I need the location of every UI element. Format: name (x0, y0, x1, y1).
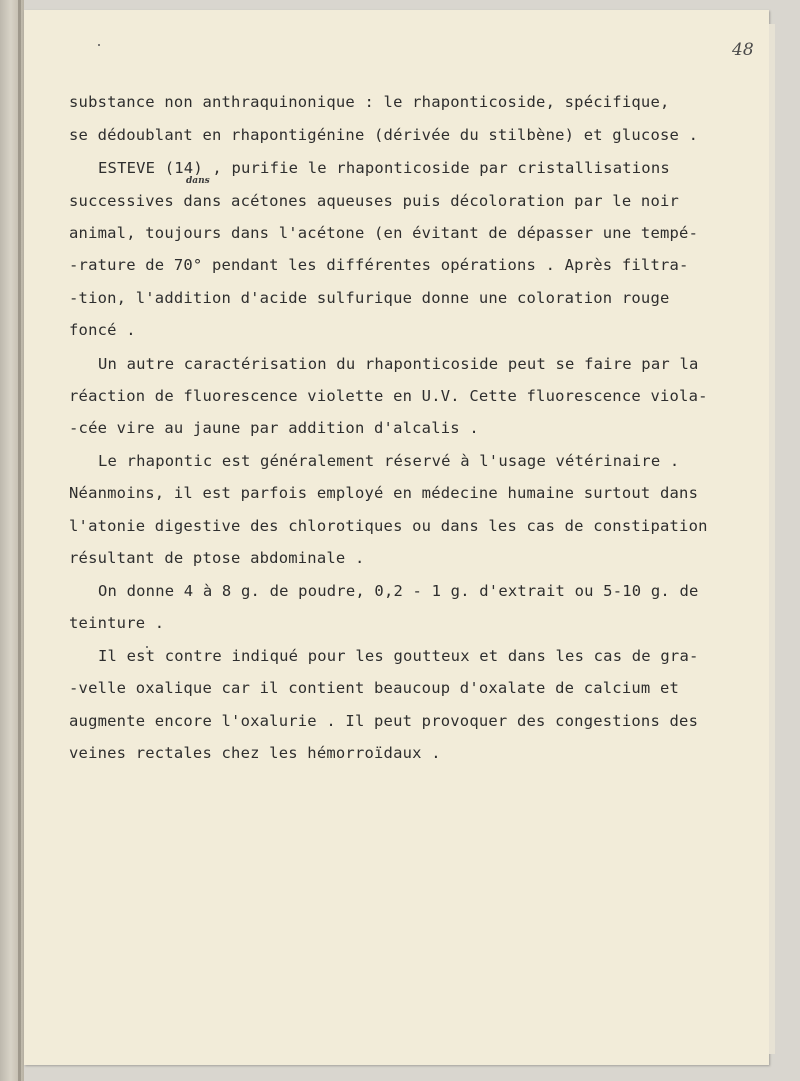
text-line: Le rhapontic est généralement réservé à l'usage vétérinaire . (98, 452, 680, 470)
text-line: Il est contre indiqué pour les goutteux et dans les cas de gra- (98, 647, 699, 665)
text-line: résultant de ptose abdominale . (69, 549, 365, 567)
text-line: veines rectales chez les hémorroïdaux . (69, 744, 441, 762)
binding-edge (18, 0, 21, 1081)
text-line: augmente encore l'oxalurie . Il peut provoquer des congestions des (69, 712, 699, 730)
text-line: l'atonie digestive des chlorotiques ou dans les cas de constipation (69, 517, 708, 535)
text-line: successives dans acétones aqueuses puis décoloration par le noir (69, 192, 680, 210)
text-line: animal, toujours dans l'acétone (en évitant de dépasser une tempé- (69, 224, 699, 242)
text-line: ESTEVE (14) , purifie le rhaponticoside par cristallisations (98, 159, 670, 177)
text-line: -velle oxalique car il contient beaucoup d'oxalate de calcium et (69, 679, 680, 697)
page-number: 48 (732, 40, 754, 60)
text-line: -cée vire au jaune par addition d'alcalis . (69, 419, 479, 437)
text-line: Un autre caractérisation du rhaponticoside peut se faire par la (98, 355, 699, 373)
document-page (24, 10, 769, 1065)
text-line: teinture . (69, 614, 165, 632)
text-line: Néanmoins, il est parfois employé en médecine humaine surtout dans (69, 484, 699, 502)
text-line: substance non anthraquinonique : le rhaponticoside, spécifique, (69, 93, 670, 111)
ink-speck (98, 44, 100, 46)
text-line: -tion, l'addition d'acide sulfurique donne une coloration rouge (69, 289, 670, 307)
text-line: se dédoublant en rhapontigénine (dérivée du stilbène) et glucose . (69, 126, 699, 144)
text-line: On donne 4 à 8 g. de poudre, 0,2 - 1 g. d'extrait ou 5-10 g. de (98, 582, 699, 600)
text-line: réaction de fluorescence violette en U.V. Cette fluorescence viola- (69, 387, 708, 405)
text-line: foncé . (69, 321, 136, 339)
text-line: -rature de 70° pendant les différentes opérations . Après filtra- (69, 256, 689, 274)
handwritten-insert: dans (186, 176, 210, 186)
